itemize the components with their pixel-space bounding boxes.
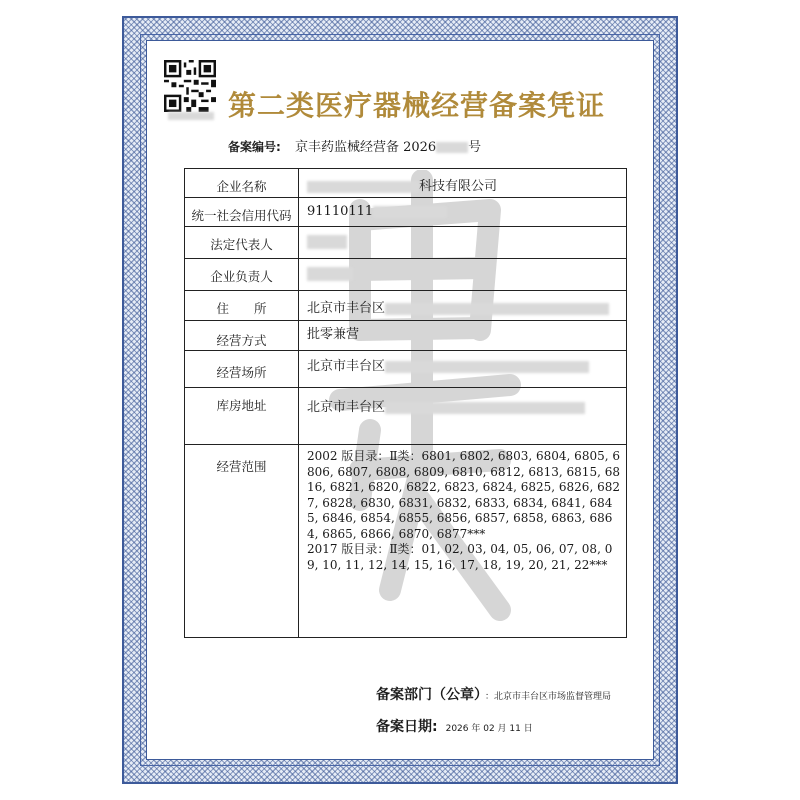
business-site-prefix: 北京市丰台区 — [307, 359, 386, 374]
warehouse-prefix: 北京市丰台区 — [307, 400, 386, 415]
row-value — [299, 291, 627, 321]
record-number-prefix: 京丰药监械经营备 2026 — [294, 140, 437, 155]
business-scope-text — [299, 445, 627, 638]
certificate-title: 第二类医疗器械经营备案凭证 — [228, 89, 606, 122]
date-value: 2026 年 02 月 11 日 — [445, 724, 533, 734]
company-name-suffix: 科技有限公司 — [419, 179, 498, 194]
info-table — [184, 168, 627, 638]
row-value — [299, 388, 627, 445]
redacted-block — [307, 235, 347, 249]
table-row — [185, 227, 627, 259]
row-label: 住 所 — [185, 291, 299, 321]
record-number-label: 备案编号: — [228, 140, 281, 154]
row-value — [299, 259, 627, 291]
credit-code-prefix: 91110111 — [307, 204, 374, 219]
row-label: 经营方式 — [185, 321, 299, 351]
qr-caption-redacted — [168, 112, 214, 120]
row-label: 企业负责人 — [185, 259, 299, 291]
redacted-block — [307, 267, 353, 281]
table-row — [185, 321, 627, 351]
table-row — [185, 259, 627, 291]
row-value — [299, 351, 627, 388]
record-number-line — [228, 136, 481, 155]
row-label: 经营范围 — [185, 445, 299, 638]
row-value — [299, 169, 627, 198]
row-value — [299, 198, 627, 227]
dept-value: ：北京市丰台区市场监督管理局 — [485, 692, 612, 702]
row-value: 批零兼营 — [299, 321, 627, 351]
scope-2017: 2017 版目录：Ⅱ类：01, 02, 03, 04, 05, 06, 07, 08, 09, 10, 11, 12, 14, 15, 16, 17, 18, 19, 20, 21, 22*** — [307, 542, 613, 572]
scope-2002: 2002 版目录：Ⅱ类：6801, 6802, 6803, 6804, 6805, 6806, 6807, 6808, 6809, 6810, 6812, 6813, 6815, 6816, 6821, 6820, 6822, 6823, 6824, 6825, 6826, 6827, 6828, 6830, 6831, 6832, 6833, 6834, 6841, 6845, 6846, 6854, 6855, 6856, 6857, 6858, 6863, 6864, 6865, 6866, 6870, 6877*** — [307, 449, 620, 541]
redacted-block — [385, 361, 589, 373]
filing-department — [376, 684, 611, 704]
table-row — [185, 388, 627, 445]
row-label: 统一社会信用代码 — [185, 198, 299, 227]
row-label: 企业名称 — [185, 169, 299, 198]
table-row — [185, 445, 627, 638]
table-row — [185, 169, 627, 198]
row-value — [299, 227, 627, 259]
qr-code-icon — [162, 60, 218, 112]
table-row — [185, 291, 627, 321]
filing-date — [376, 716, 533, 736]
record-number-suffix: 号 — [468, 140, 482, 155]
redacted-block — [373, 206, 447, 218]
date-label: 备案日期: — [376, 719, 438, 735]
table-row — [185, 351, 627, 388]
row-label: 经营场所 — [185, 351, 299, 388]
dept-label: 备案部门（公章） — [376, 687, 481, 703]
table-row — [185, 198, 627, 227]
redacted-block — [385, 303, 609, 315]
address-prefix: 北京市丰台区 — [307, 301, 386, 316]
redacted-block — [307, 181, 419, 193]
redacted-block — [385, 402, 585, 414]
row-label: 法定代表人 — [185, 227, 299, 259]
row-label: 库房地址 — [185, 388, 299, 445]
redacted-block — [436, 142, 468, 153]
